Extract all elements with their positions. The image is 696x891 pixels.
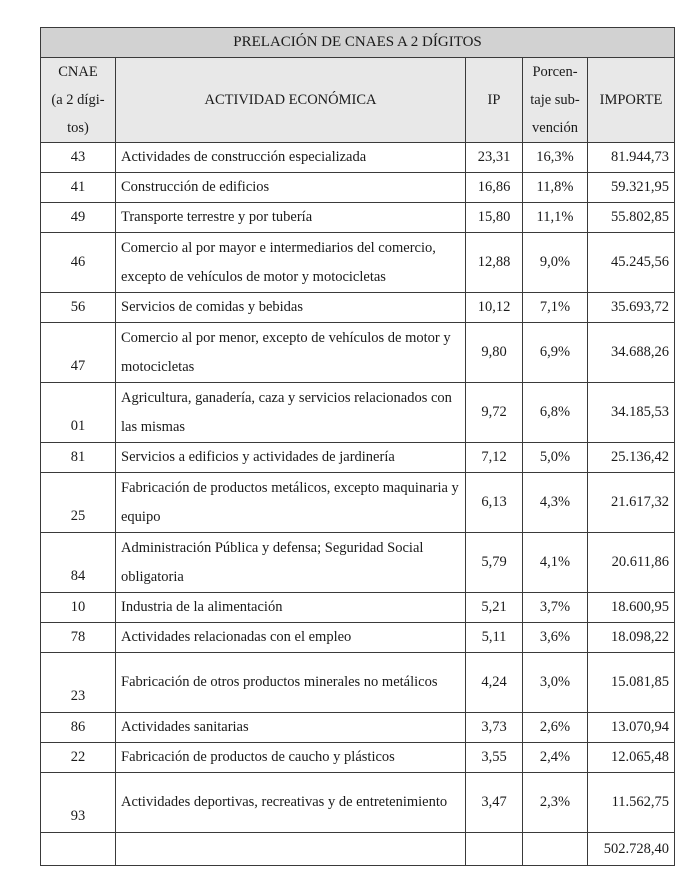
total-importe: 502.728,40 [588, 833, 675, 866]
porcentaje-cell: 6,8% [523, 383, 588, 443]
porcentaje-cell: 2,6% [523, 713, 588, 743]
importe-cell: 45.245,56 [588, 233, 675, 293]
table-row [41, 323, 675, 383]
table-row [41, 743, 675, 773]
actividad-cell: Agricultura, ganadería, caza y servicios relacionados con las mismas [116, 383, 466, 443]
total-empty-cnae [41, 833, 116, 866]
table-row [41, 233, 675, 293]
table-row [41, 203, 675, 233]
actividad-cell: Fabricación de productos de caucho y plásticos [116, 743, 466, 773]
cnae-cell: 01 [41, 383, 116, 443]
table-body [41, 143, 675, 833]
ip-cell: 12,88 [466, 233, 523, 293]
cnae-cell: 81 [41, 443, 116, 473]
porcentaje-cell: 5,0% [523, 443, 588, 473]
porcentaje-cell: 11,1% [523, 203, 588, 233]
header-actividad: ACTIVIDAD ECONÓMICA [116, 58, 466, 143]
header-importe: IMPORTE [588, 58, 675, 143]
importe-cell: 18.600,95 [588, 593, 675, 623]
ip-cell: 5,79 [466, 533, 523, 593]
porcentaje-cell: 2,3% [523, 773, 588, 833]
total-row [41, 833, 675, 866]
porcentaje-cell: 6,9% [523, 323, 588, 383]
porcentaje-cell: 3,6% [523, 623, 588, 653]
actividad-cell: Fabricación de productos metálicos, excepto maquinaria y equipo [116, 473, 466, 533]
total-empty-actividad [116, 833, 466, 866]
actividad-cell: Actividades sanitarias [116, 713, 466, 743]
actividad-cell: Comercio al por mayor e intermediarios del comercio, excepto de vehículos de motor y motocicletas [116, 233, 466, 293]
table-row [41, 293, 675, 323]
actividad-cell: Fabricación de otros productos minerales no metálicos [116, 653, 466, 713]
ip-cell: 3,73 [466, 713, 523, 743]
importe-cell: 34.688,26 [588, 323, 675, 383]
header-porcentaje: Porcen- taje sub- vención [523, 58, 588, 143]
porcentaje-cell: 2,4% [523, 743, 588, 773]
table-row [41, 713, 675, 743]
table-row [41, 593, 675, 623]
table-title-row [41, 28, 675, 58]
importe-cell: 15.081,85 [588, 653, 675, 713]
ip-cell: 23,31 [466, 143, 523, 173]
actividad-cell: Construcción de edificios [116, 173, 466, 203]
ip-cell: 3,47 [466, 773, 523, 833]
ip-cell: 6,13 [466, 473, 523, 533]
ip-cell: 9,80 [466, 323, 523, 383]
cnae-cell: 49 [41, 203, 116, 233]
porcentaje-cell: 9,0% [523, 233, 588, 293]
ip-cell: 5,11 [466, 623, 523, 653]
cnae-cell: 25 [41, 473, 116, 533]
cnae-cell: 86 [41, 713, 116, 743]
table-row [41, 443, 675, 473]
importe-cell: 20.611,86 [588, 533, 675, 593]
ip-cell: 3,55 [466, 743, 523, 773]
porcentaje-cell: 3,0% [523, 653, 588, 713]
table-row [41, 653, 675, 713]
cnae-cell: 84 [41, 533, 116, 593]
table-row [41, 773, 675, 833]
importe-cell: 59.321,95 [588, 173, 675, 203]
ip-cell: 15,80 [466, 203, 523, 233]
actividad-cell: Actividades deportivas, recreativas y de entretenimiento [116, 773, 466, 833]
porcentaje-cell: 11,8% [523, 173, 588, 203]
importe-cell: 21.617,32 [588, 473, 675, 533]
cnae-cell: 10 [41, 593, 116, 623]
table-row [41, 383, 675, 443]
cnae-ranking-table [40, 27, 675, 866]
total-empty-porcentaje [523, 833, 588, 866]
actividad-cell: Administración Pública y defensa; Seguridad Social obligatoria [116, 533, 466, 593]
porcentaje-cell: 4,3% [523, 473, 588, 533]
table-header-row [41, 58, 675, 143]
ip-cell: 9,72 [466, 383, 523, 443]
ip-cell: 4,24 [466, 653, 523, 713]
table-title: PRELACIÓN DE CNAES A 2 DÍGITOS [41, 28, 675, 58]
ip-cell: 16,86 [466, 173, 523, 203]
porcentaje-cell: 16,3% [523, 143, 588, 173]
importe-cell: 18.098,22 [588, 623, 675, 653]
importe-cell: 81.944,73 [588, 143, 675, 173]
table-row [41, 143, 675, 173]
actividad-cell: Comercio al por menor, excepto de vehículos de motor y motocicletas [116, 323, 466, 383]
cnae-cell: 78 [41, 623, 116, 653]
cnae-cell: 93 [41, 773, 116, 833]
ip-cell: 10,12 [466, 293, 523, 323]
importe-cell: 55.802,85 [588, 203, 675, 233]
table-row [41, 473, 675, 533]
header-ip: IP [466, 58, 523, 143]
importe-cell: 12.065,48 [588, 743, 675, 773]
actividad-cell: Servicios de comidas y bebidas [116, 293, 466, 323]
importe-cell: 34.185,53 [588, 383, 675, 443]
table-row [41, 533, 675, 593]
porcentaje-cell: 3,7% [523, 593, 588, 623]
table-row [41, 173, 675, 203]
cnae-cell: 22 [41, 743, 116, 773]
total-empty-ip [466, 833, 523, 866]
importe-cell: 11.562,75 [588, 773, 675, 833]
actividad-cell: Transporte terrestre y por tubería [116, 203, 466, 233]
porcentaje-cell: 4,1% [523, 533, 588, 593]
cnae-cell: 47 [41, 323, 116, 383]
cnae-cell: 43 [41, 143, 116, 173]
actividad-cell: Industria de la alimentación [116, 593, 466, 623]
cnae-cell: 23 [41, 653, 116, 713]
ip-cell: 5,21 [466, 593, 523, 623]
ip-cell: 7,12 [466, 443, 523, 473]
importe-cell: 13.070,94 [588, 713, 675, 743]
actividad-cell: Servicios a edificios y actividades de jardinería [116, 443, 466, 473]
table-row [41, 623, 675, 653]
cnae-cell: 56 [41, 293, 116, 323]
actividad-cell: Actividades relacionadas con el empleo [116, 623, 466, 653]
importe-cell: 25.136,42 [588, 443, 675, 473]
cnae-cell: 41 [41, 173, 116, 203]
porcentaje-cell: 7,1% [523, 293, 588, 323]
header-cnae: CNAE (a 2 dígi- tos) [41, 58, 116, 143]
actividad-cell: Actividades de construcción especializada [116, 143, 466, 173]
importe-cell: 35.693,72 [588, 293, 675, 323]
cnae-cell: 46 [41, 233, 116, 293]
